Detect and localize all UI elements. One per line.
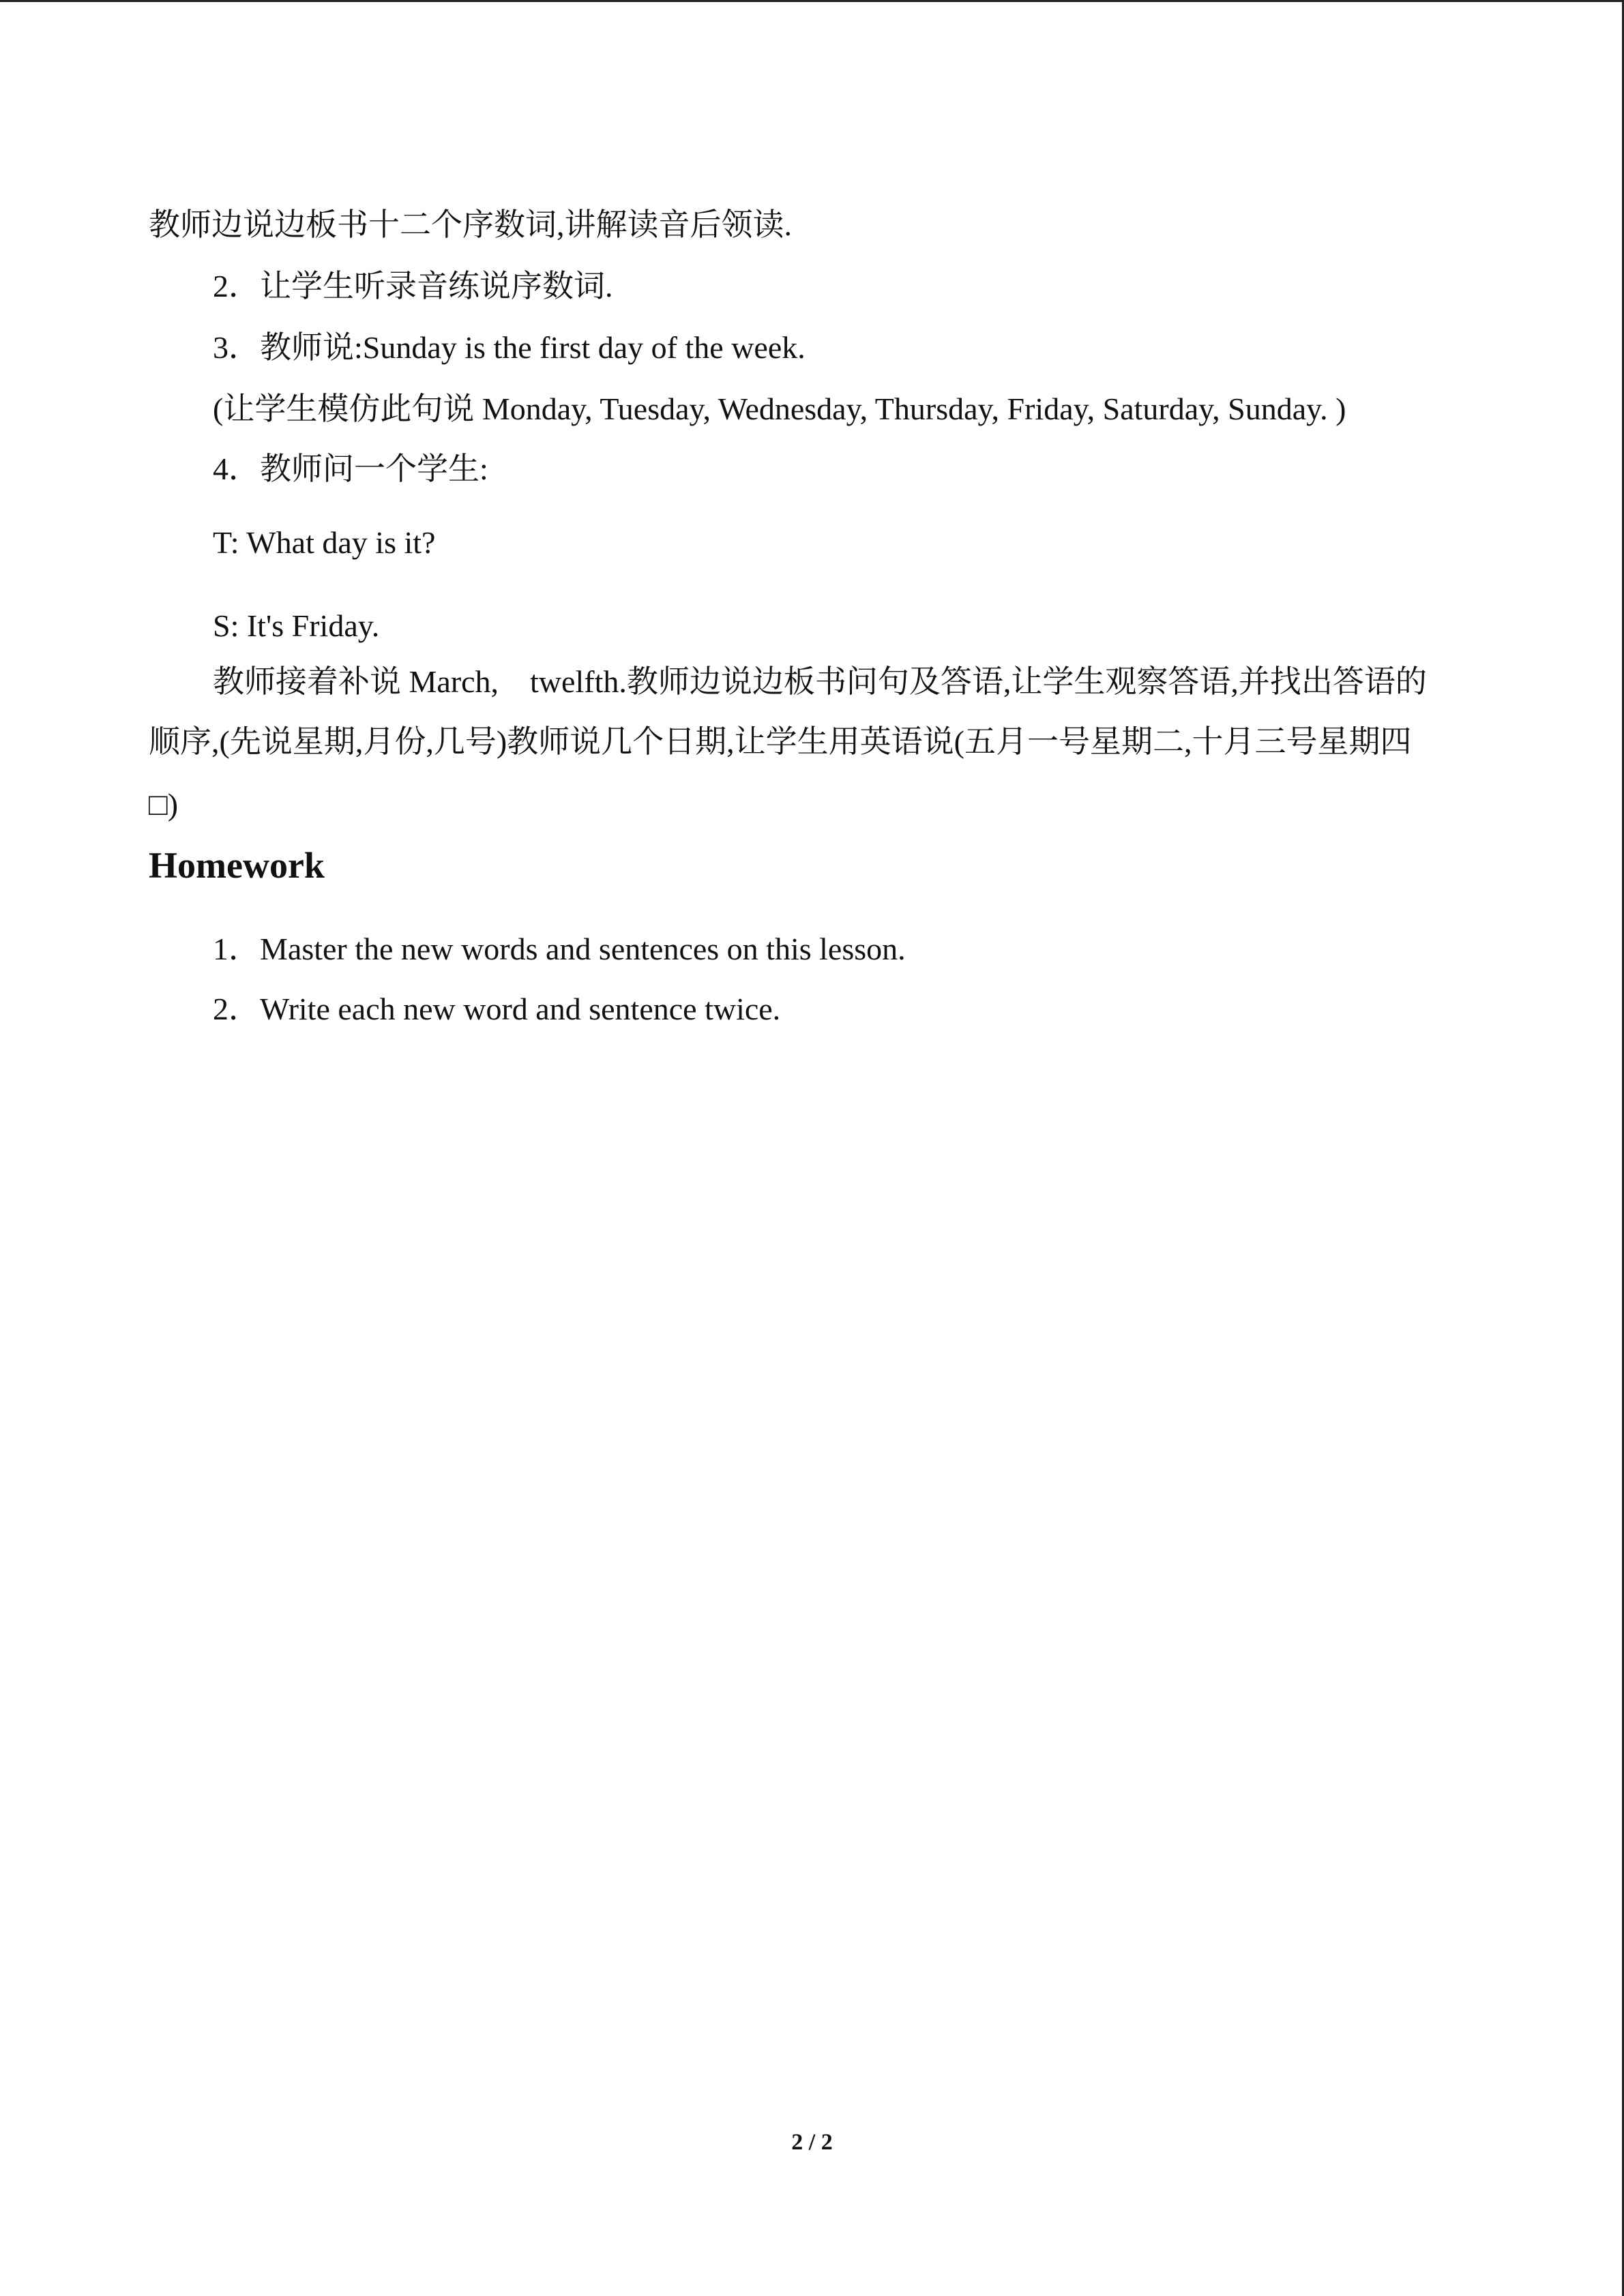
paragraph-line-3: □) — [149, 787, 179, 822]
dialogue-teacher-line: T: What day is it? — [213, 525, 436, 560]
step-2-line: 2．让学生听录音练说序数词. — [213, 269, 613, 303]
paragraph-line-2: 顺序,(先说星期,月份,几号)教师说几个日期,让学生用英语说(五月一号星期二,十月三号星期四 — [149, 724, 1412, 759]
homework-item-2: 2．Write each new word and sentence twice. — [213, 992, 781, 1026]
dialogue-student-line: S: It's Friday. — [213, 608, 380, 643]
step-3-instruction-line: (让学生模仿此句说 Monday, Tuesday, Wednesday, Thursday, Friday, Saturday, Sunday. ) — [213, 391, 1346, 426]
step-4-line: 4．教师问一个学生: — [213, 451, 488, 486]
page-number: 2 / 2 — [791, 2130, 833, 2155]
step-3-line: 3．教师说:Sunday is the first day of the week. — [213, 330, 806, 365]
homework-item-1: 1．Master the new words and sentences on this lesson. — [213, 931, 906, 966]
paragraph-line-1: 教师接着补说 March, twelfth.教师边说边板书问句及答语,让学生观察答语,并找出答语的 — [213, 664, 1427, 699]
page-border-top — [0, 0, 1624, 2]
text-line-intro: 教师边说边板书十二个序数词,讲解读音后领读. — [149, 207, 792, 242]
homework-heading: Homework — [149, 845, 325, 886]
